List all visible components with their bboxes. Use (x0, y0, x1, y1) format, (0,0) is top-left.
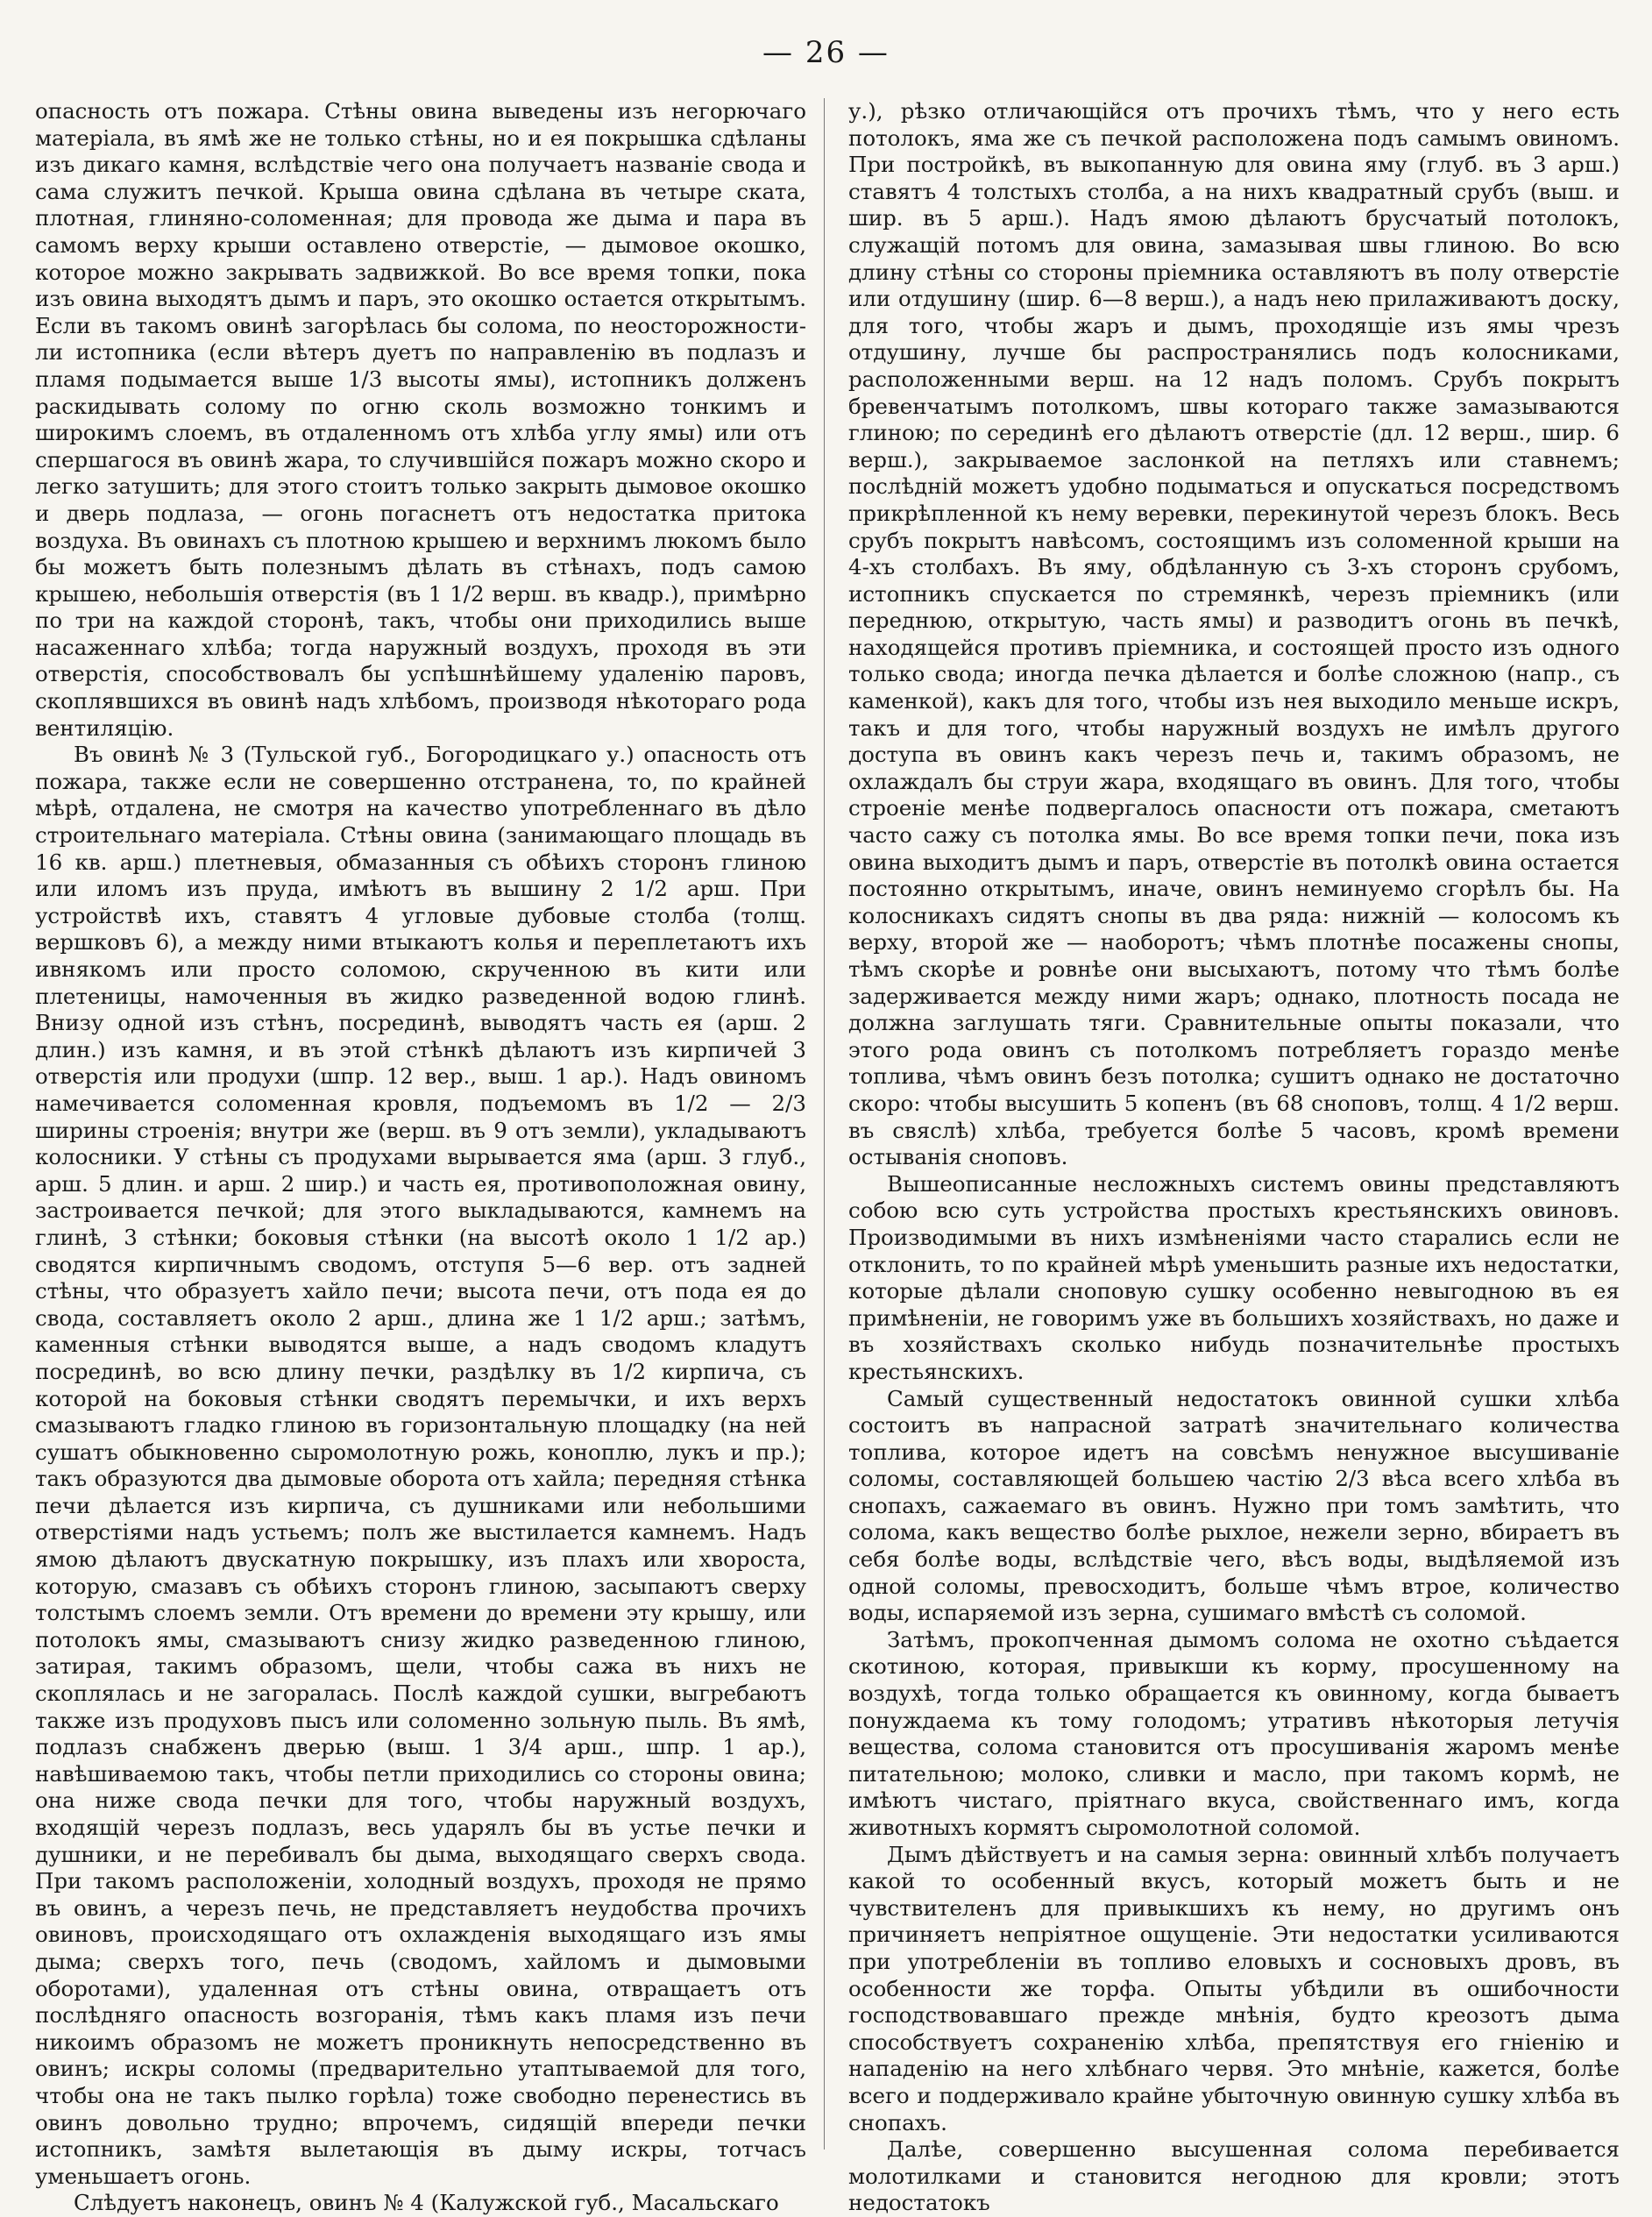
paragraph: Въ овинѣ № 3 (Тульской губ., Богородицкаго у.) опасность отъ пожара, также если не совершенно отстранена, то, по крайней мѣрѣ, отдалена, не смотря на качество употребленнаго въ дѣло строительнаго матеріала. Стѣны овина (занимающаго площадь въ 16 кв. арш.) плетневыя, обмазанныя съ обѣихъ сторонъ глиною или иломъ изъ пруда, имѣютъ въ вышину 2 1/2 арш. При устройствѣ ихъ, ставятъ 4 угловые дубовые столба (толщ. вершковъ 6), а между ними втыкаютъ колья и переплетаютъ ихъ ивнякомъ или просто соломою, скрученною въ кити или плетеницы, намоченныя въ жидко разведенной водою глинѣ. Внизу одной изъ стѣнъ, посрединѣ, выводятъ часть ея (арш. 2 длин.) изъ камня, и въ этой стѣнкѣ дѣлаютъ изъ кирпичей 3 отверстія или продухи (шпр. 12 вер., выш. 1 ар.). Надъ овиномъ намечивается соломенная кровля, подъемомъ въ 1/2 — 2/3 ширины строенія; внутри же (верш. въ 9 отъ земли), укладываютъ колосники. У стѣны съ продухами вырывается яма (арш. 3 глуб., арш. 5 длин. и арш. 2 шир.) и часть ея, противоположная овину, застроивается печкой; для этого выкладываются, камнемъ на глинѣ, 3 стѣнки; боковыя стѣнки (на высотѣ около 1 1/2 ар.) сводятся кирпичнымъ сводомъ, отступя 5—6 вер. отъ задней стѣны, что образуетъ хайло печи; высота печи, отъ пода ея до свода, составляетъ около 2 арш., длина же 1 1/2 арш.; затѣмъ, каменныя стѣнки выводятся выше, а надъ сводомъ кладутъ посрединѣ, во всю длину печки, раздѣлку въ 1/2 кирпича, съ которой на боковыя стѣнки сводятъ перемычки, и ихъ верхъ смазываютъ гладко глиною въ горизонтальную площадку (на ней сушатъ обыкновенно сыромолотную рожь, коноплю, лукъ и пр.); такъ образуются два дымовые оборота отъ хайла; передняя стѣнка печи дѣлается изъ кирпича, съ душниками или небольшими отверстіями надъ устьемъ; полъ же выстилается камнемъ. Надъ ямою дѣлаютъ двускатную покрышку, изъ плахъ или хвороста, которую, смазавъ съ обѣихъ сторонъ глиною, засыпаютъ сверху толстымъ слоемъ земли. Отъ времени до времени эту крышу, или потолокъ ямы, смазываютъ снизу жидко разведенною глиною, затирая, такимъ образомъ, щели, чтобы сажа въ нихъ не скоплялась и не загоралась. Послѣ каждой сушки, выгребаютъ также изъ продуховъ пысъ или соломенно зольную пыль. Въ ямѣ, подлазъ снабженъ дверью (выш. 1 3/4 арш., шпр. 1 ар.), навѣшиваемою такъ, чтобы петли приходились со стороны овина; она ниже свода печки для того, чтобы наружный воздухъ, входящій черезъ подлазъ, весь ударялъ бы въ устье печки и душники, и не перебивалъ бы дыма, выходящаго сверхъ свода. При такомъ расположеніи, холодный воздухъ, проходя не прямо въ овинъ, а черезъ печь, не представляетъ неудобства прочихъ овиновъ, происходящаго отъ охлажденія выходящаго изъ ямы дыма; сверхъ того, печь (сводомъ, хайломъ и дымовыми оборотами), удаленная отъ стѣны овина, отвращаетъ отъ послѣдняго опасность возгоранія, тѣмъ какъ пламя изъ печи никоимъ образомъ не можетъ проникнуть непосредственно въ овинъ; искры соломы (предварительно утаптываемой для того, чтобы она не такъ пылко горѣла) тоже свободно перенестись въ овинъ довольно трудно; впрочемъ, сидящій впереди печки истопникъ, замѣтя вылетающія въ дыму искры, тотчасъ уменьшаетъ огонь. (35, 742, 806, 2189)
paragraph: Далѣе, совершенно высушенная солома перебивается молотилками и становится негодною для кровли; этотъ недостатокъ (848, 2136, 1620, 2216)
left-column (35, 98, 806, 2217)
paragraph: опасность отъ пожара. Стѣны овина выведены изъ негорючаго матеріала, въ ямѣ же не только стѣны, но и ея покрышка сдѣланы изъ дикаго камня, вслѣдствіе чего она получаетъ названіе свода и сама служитъ печкой. Крыша овина сдѣлана въ четыре ската, плотная, глиняно-соломенная; для провода же дыма и пара въ самомъ верху крыши оставлено отверстіе, — дымовое окошко, которое можно закрывать задвижкой. Во все время топки, пока изъ овина выходятъ дымъ и паръ, это окошко остается открытымъ. Если въ такомъ овинѣ загорѣлась бы солома, по неосторожности-ли истопника (если вѣтеръ дуетъ по направленію въ подлазъ и пламя подымается выше 1/3 высоты ямы), истопникъ долженъ раскидывать солому по огню сколь возможно тонкимъ и широкимъ слоемъ, въ отдаленномъ отъ хлѣба углу ямы) или отъ спершагося въ овинѣ жара, то случившійся пожаръ можно скоро и легко затушить; для этого стоитъ только закрыть дымовое окошко и дверь подлаза, — огонь погаснетъ отъ недостатка притока воздуха. Въ овинахъ съ плотною крышею и верхнимъ люкомъ было бы можетъ быть полезнымъ дѣлать въ стѣнахъ, подъ самою крышею, небольшія отверстія (въ 1 1/2 верш. въ квадр.), примѣрно по три на каждой сторонѣ, такъ, чтобы они приходились выше насаженнаго хлѣба; тогда наружный воздухъ, проходя въ эти отверстія, способствовалъ бы успѣшнѣйшему удаленію паровъ, скоплявшихся въ овинѣ надъ хлѣбомъ, производя нѣкотораго рода вентиляцію. (35, 98, 806, 741)
paragraph: Вышеописанные несложныхъ системъ овины представляютъ собою всю суть устройства простыхъ крестьянскихъ овиновъ. Производимыми въ нихъ измѣненіями часто старались если не отклонить, то по крайней мѣрѣ уменьшить разные ихъ недостатки, которые дѣлали сноповую сушку особенно невыгодною въ ея примѣненіи, не говоримъ уже въ большихъ хозяйствахъ, но даже и въ хозяйствахъ сколько нибудь позначительнѣе простыхъ крестьянскихъ. (848, 1170, 1620, 1384)
page-number: — 26 — (762, 35, 890, 70)
paragraph: Слѣдуетъ наконецъ, овинъ № 4 (Калужской губ., Масальскаго (74, 2190, 779, 2216)
paragraph: Самый существенный недостатокъ овинной сушки хлѣба состоитъ въ напрасной затратѣ значительнаго количества топлива, которое идетъ на совсѣмъ ненужное высушиваніе соломы, составляющей большею частію 2/3 вѣса всего хлѣба въ снопахъ, сажаемаго въ овинъ. Нужно при томъ замѣтить, что солома, какъ вещество болѣе рыхлое, нежели зерно, вбираетъ въ себя болѣе воды, вслѣдствіе чего, вѣсъ воды, выдѣляемой изъ одной соломы, превосходитъ, больше чѣмъ втрое, количество воды, испаряемой изъ зерна, сушимаго вмѣстѣ съ соломой. (848, 1385, 1620, 1626)
paragraph: у.), рѣзко отличающійся отъ прочихъ тѣмъ, что у него есть потолокъ, яма же съ печкой расположена подъ самымъ овиномъ. При постройкѣ, въ выкопанную для овина яму (глуб. въ 3 арш.) ставятъ 4 толстыхъ столба, а на нихъ квадратный срубъ (выш. и шир. въ 5 арш.). Надъ ямою дѣлаютъ брусчатый потолокъ, служащій потомъ для овина, замазывая швы глиною. Во всю длину стѣны со стороны пріемника оставляютъ въ полу отверстіе или отдушину (шир. 6—8 верш.), а надъ нею прилаживаютъ доску, для того, чтобы жаръ и дымъ, проходящіе изъ ямы чрезъ отдушину, лучше бы распространялись подъ колосниками, расположенными верш. на 12 надъ поломъ. Срубъ покрытъ бревенчатымъ потолкомъ, швы котораго также замазываются глиною; по серединѣ его дѣлаютъ отверстіе (дл. 12 верш., шир. 6 верш.), закрываемое заслонкой на петляхъ или ставнемъ; послѣдній можетъ удобно подыматься и опускаться посредствомъ прикрѣпленной къ нему веревки, перекинутой черезъ блокъ. Весь срубъ покрытъ навѣсомъ, состоящимъ изъ соломенной крыши на 4-хъ столбахъ. Въ яму, обдѣланную съ 3-хъ сторонъ срубомъ, истопникъ спускается по стремянкѣ, черезъ пріемникъ (или переднюю, открытую, часть ямы) и разводитъ огонь въ печкѣ, находящейся противъ пріемника, и состоящей просто изъ одного только свода; иногда печка дѣлается и болѣе сложною (напр., съ каменкой), какъ для того, чтобы изъ нея выходило меньше искръ, такъ и для того, чтобы наружный воздухъ не имѣлъ другого доступа въ овинъ какъ черезъ печь и, такимъ образомъ, не охлаждалъ бы струи жара, входящаго въ овинъ. Для того, чтобы строеніе менѣе подвергалось опасности отъ пожара, сметаютъ часто сажу съ потолка ямы. Во все время топки печи, пока изъ овина выходитъ дымъ и паръ, отверстіе въ потолкѣ овина остается постоянно открытымъ, иначе, овинъ неминуемо сгорѣлъ бы. На колосникахъ сидятъ снопы въ два ряда: нижній — колосомъ къ верху, второй же — наоборотъ; чѣмъ плотнѣе посажены снопы, тѣмъ скорѣе и ровнѣе они высыхаютъ, потому что тѣмъ болѣе задерживается между ними жаръ; однако, плотность посада не должна заглушать тяги. Сравнительные опыты показали, что этого рода овинъ съ потолкомъ потребляетъ гораздо менѣе топлива, чѣмъ овинъ безъ потолка; сушитъ однако не достаточно скоро: чтобы высушить 5 копенъ (въ 68 сноповъ, толщ. 4 1/2 верш. въ свяслѣ) хлѣба, требуется болѣе 5 часовъ, кромѣ времени остыванія сноповъ. (848, 98, 1620, 1170)
paragraph: Дымъ дѣйствуетъ и на самыя зерна: овинный хлѣбъ получаетъ какой то особенный вкусъ, который можетъ быть и не чувствителенъ для привыкшихъ къ нему, но другимъ онъ причиняетъ непріятное ощущеніе. Эти недостатки усиливаются при употребленіи въ топливо еловыхъ и сосновыхъ дровъ, въ особенности же торфа. Опыты убѣдили въ ошибочности господствовавшаго прежде мнѣнія, будто креозотъ дыма способствуетъ сохраненію хлѣба, препятствуя его гніенію и нападенію на него хлѣбнаго червя. Это мнѣніе, кажется, болѣе всего и поддерживало крайне убыточную овинную сушку хлѣба въ снопахъ. (848, 1841, 1620, 2135)
column-divider (824, 98, 825, 2149)
right-column (848, 98, 1620, 2217)
paragraph: Затѣмъ, прокопченная дымомъ солома не охотно съѣдается скотиною, которая, привыкши къ корму, просушенному на воздухѣ, тогда только обращается къ овинному, когда бываетъ понуждаема къ тому голодомъ; утративъ нѣкоторыя летучія вещества, солома становится отъ просушиванія жаромъ менѣе питательною; молоко, сливки и масло, при такомъ кормѣ, не имѣютъ чистаго, пріятнаго вкуса, свойственнаго имъ, когда животныхъ кормятъ сыромолотной соломой. (848, 1626, 1620, 1840)
